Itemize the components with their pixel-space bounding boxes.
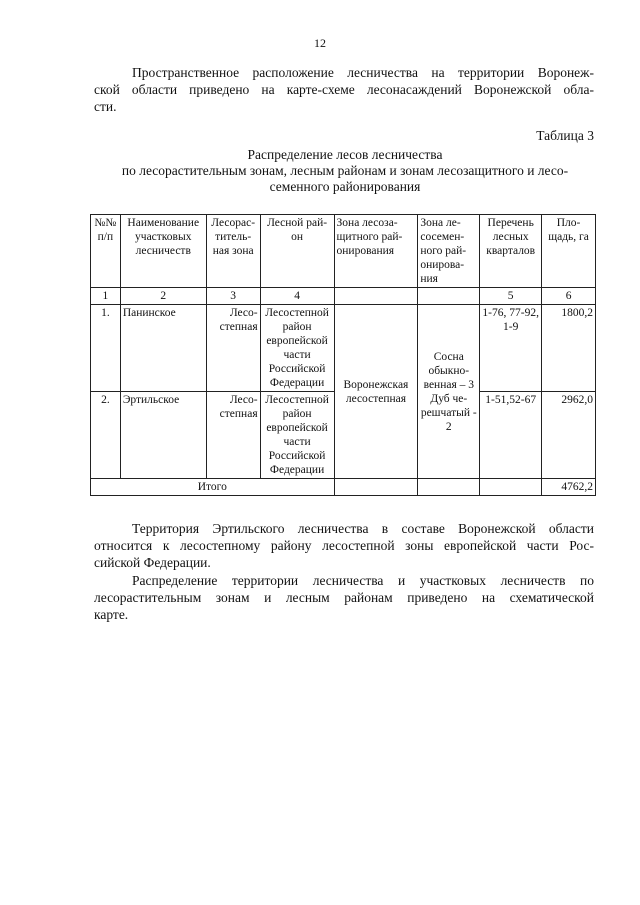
seed-zone: Сосна обыкно-венная – 3 Дуб че-решчатый - 2: [418, 305, 480, 479]
paragraph-line: Распределение территории лесничества и участковых лесничеств по: [132, 573, 594, 588]
paragraph-line: Территория Эртильского лесничества в составе Воронежской области: [132, 521, 594, 536]
header-cell: Лесорас-титель-ная зона: [206, 215, 260, 288]
area-value: 1800,2: [542, 305, 596, 392]
table-total-row: [91, 479, 596, 496]
column-number: 4: [260, 288, 334, 305]
intro-paragraph: [94, 64, 594, 115]
row-number: 1.: [91, 305, 121, 392]
header-cell: Наименование участковых лесничеств: [120, 215, 206, 288]
forestry-name: Панинское: [120, 305, 206, 392]
intro-line: Пространственное расположение лесничества на территории Воронеж-: [132, 65, 594, 80]
column-number: [418, 288, 480, 305]
intro-line: сти.: [94, 99, 117, 114]
total-area: 4762,2: [542, 479, 596, 496]
forest-district: Лесостепной район европейской части Российской Федерации: [260, 305, 334, 392]
paragraph-line: сийской Федерации.: [94, 555, 211, 570]
area-value: 2962,0: [542, 392, 596, 479]
empty-cell: [480, 479, 542, 496]
quarters-list: 1-51,52-67: [480, 392, 542, 479]
header-cell: Лесной рай-он: [260, 215, 334, 288]
column-number: 6: [542, 288, 596, 305]
intro-line: ской области приведено на карте-схеме лесонасаждений Воронежской обла-: [94, 82, 594, 97]
header-cell: Зона лесоза-щитного рай-онирования: [334, 215, 418, 288]
column-number: 5: [480, 288, 542, 305]
table-number-row: [91, 288, 596, 305]
table-title-line: Распределение лесов лесничества: [247, 147, 443, 162]
protection-zone: Воронежская лесостепная: [334, 305, 418, 479]
table-title-line: по лесорастительным зонам, лесным районам и зонам лесозащитного и лесо-: [121, 163, 569, 178]
paragraph-distribution: [94, 572, 594, 623]
table-row: [91, 305, 596, 392]
page-number: 12: [314, 36, 326, 50]
paragraph-line: относится к лесостепному району лесостепной зоны европейской части Рос-: [94, 538, 594, 553]
column-number: 3: [206, 288, 260, 305]
forestry-name: Эртильское: [120, 392, 206, 479]
header-cell: Пло-щадь, га: [542, 215, 596, 288]
header-cell: Зона ле-сосемен-ного рай-онирова-ния: [418, 215, 480, 288]
column-number: 2: [120, 288, 206, 305]
table-label: Таблица 3: [536, 128, 594, 143]
header-cell: №№ п/п: [91, 215, 121, 288]
table-header-row: [91, 215, 596, 288]
vegetation-zone: Лесо-степная: [206, 305, 260, 392]
quarters-list: 1-76, 77-92, 1-9: [480, 305, 542, 392]
column-number: [334, 288, 418, 305]
paragraph-line: карте.: [94, 607, 129, 622]
vegetation-zone: Лесо-степная: [206, 392, 260, 479]
empty-cell: [334, 479, 418, 496]
paragraph-territory: [94, 520, 594, 571]
row-number: 2.: [91, 392, 121, 479]
forest-distribution-table: [90, 214, 596, 496]
forest-district: Лесостепной район европейской части Российской Федерации: [260, 392, 334, 479]
table-title-line: семенного районирования: [269, 179, 421, 194]
table-title: [60, 147, 630, 195]
empty-cell: [418, 479, 480, 496]
header-cell: Перечень лесных кварталов: [480, 215, 542, 288]
paragraph-line: лесорастительным зонам и лесным районам приведено на схематической: [94, 590, 594, 605]
total-label: Итого: [91, 479, 335, 496]
column-number: 1: [91, 288, 121, 305]
